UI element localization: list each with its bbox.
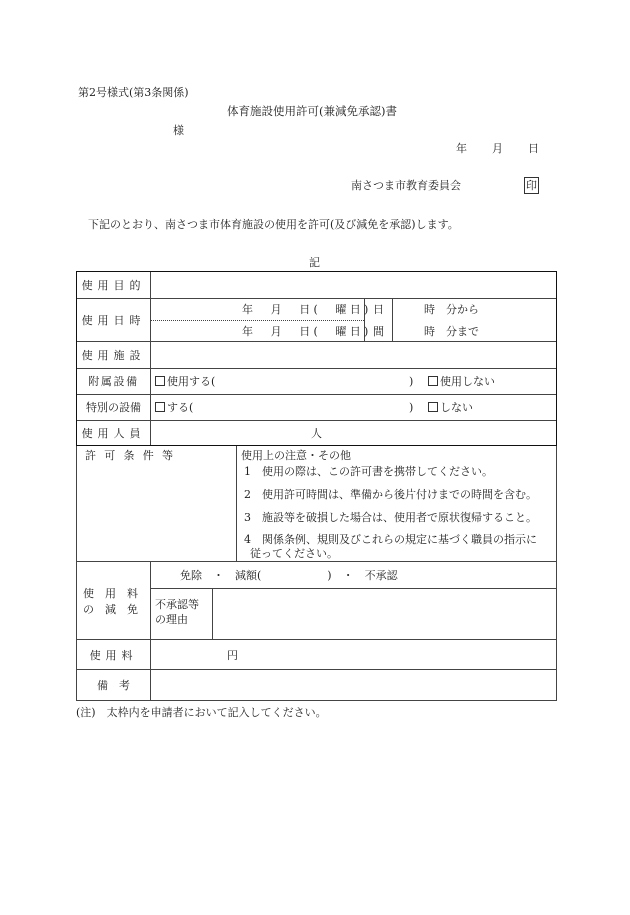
nichi-label: 日: [373, 303, 384, 316]
reject-reason-label-1: 不承認等: [155, 598, 199, 611]
facility-label: 使用施設: [81, 348, 146, 362]
equipment-close-paren: ): [409, 374, 414, 388]
document-title: 体育施設使用許可(兼減免承認)書: [227, 104, 397, 118]
fee-label: 使用料: [89, 648, 138, 662]
fee-field[interactable]: [151, 640, 556, 669]
equipment-nouse-checkbox[interactable]: 使用しない: [428, 368, 495, 394]
remarks-field[interactable]: [151, 670, 556, 700]
note-item-3: 3 施設等を破損した場合は、使用者で原状復帰すること。: [244, 511, 537, 524]
reject-reason-label-2: の理由: [155, 613, 188, 626]
persons-unit: 人: [311, 426, 322, 440]
checkbox-icon: [428, 402, 438, 412]
checkbox-icon: [155, 402, 165, 412]
checkbox-icon: [155, 376, 165, 386]
purpose-field[interactable]: [151, 272, 556, 298]
special-label: 特別の設備: [86, 401, 141, 414]
notes-title: 使用上の注意・その他: [241, 449, 351, 462]
note-item-4-cont: 従ってください。: [250, 547, 338, 560]
fee-unit: 円: [227, 648, 238, 662]
note-item-4: 4 関係条例、規則及びこれらの規定に基づく職員の指示に: [244, 533, 537, 546]
form-number: 第2号様式(第3条関係): [78, 86, 189, 99]
date-day: 日: [528, 142, 539, 155]
kan-label: 間: [373, 325, 384, 338]
reduction-label-2: の 減 免: [83, 603, 138, 616]
conditions-label: 許可条件等: [85, 449, 182, 462]
persons-field[interactable]: [151, 420, 556, 445]
special-dont-checkbox[interactable]: しない: [428, 394, 473, 420]
ki-label: 記: [309, 256, 320, 269]
date-to-field[interactable]: 年 月 日( 曜日): [242, 325, 372, 338]
equipment-label: 附属設備: [88, 375, 139, 388]
date-from-field[interactable]: 年 月 日( 曜日): [242, 303, 372, 316]
purpose-label: 使用目的: [81, 279, 146, 292]
reduction-label-1: 使 用 料: [83, 587, 138, 600]
datetime-label: 使用日時: [81, 313, 146, 327]
issuer-name: 南さつま市教育委員会: [351, 179, 461, 192]
footer-note: (注) 太枠内を申請者において記入してください。: [76, 706, 327, 719]
note-item-1: 1 使用の際は、この許可書を携帯してください。: [244, 465, 493, 478]
persons-label: 使用人員: [81, 426, 146, 440]
note-item-2: 2 使用許可時間は、準備から後片付けまでの時間を含む。: [244, 488, 537, 501]
seal-mark: 印: [526, 179, 537, 192]
equipment-use-checkbox[interactable]: 使用する(: [155, 368, 215, 394]
facility-field[interactable]: [151, 341, 556, 368]
time-to-field[interactable]: 時 分まで: [424, 325, 479, 338]
checkbox-icon: [428, 376, 438, 386]
reject-reason-field[interactable]: [213, 589, 556, 639]
body-text: 下記のとおり、南さつま市体育施設の使用を許可(及び減免を承認)します。: [88, 218, 459, 231]
special-do-checkbox[interactable]: する(: [155, 394, 193, 420]
reduction-options[interactable]: 免除 ・ 減額( ) ・ 不承認: [180, 569, 398, 582]
remarks-label: 備 考: [97, 679, 130, 692]
date-month: 月: [492, 142, 503, 155]
addressee-suffix: 様: [173, 124, 184, 137]
special-close-paren: ): [409, 400, 414, 414]
time-from-field[interactable]: 時 分から: [424, 303, 479, 316]
date-year: 年: [456, 142, 467, 155]
